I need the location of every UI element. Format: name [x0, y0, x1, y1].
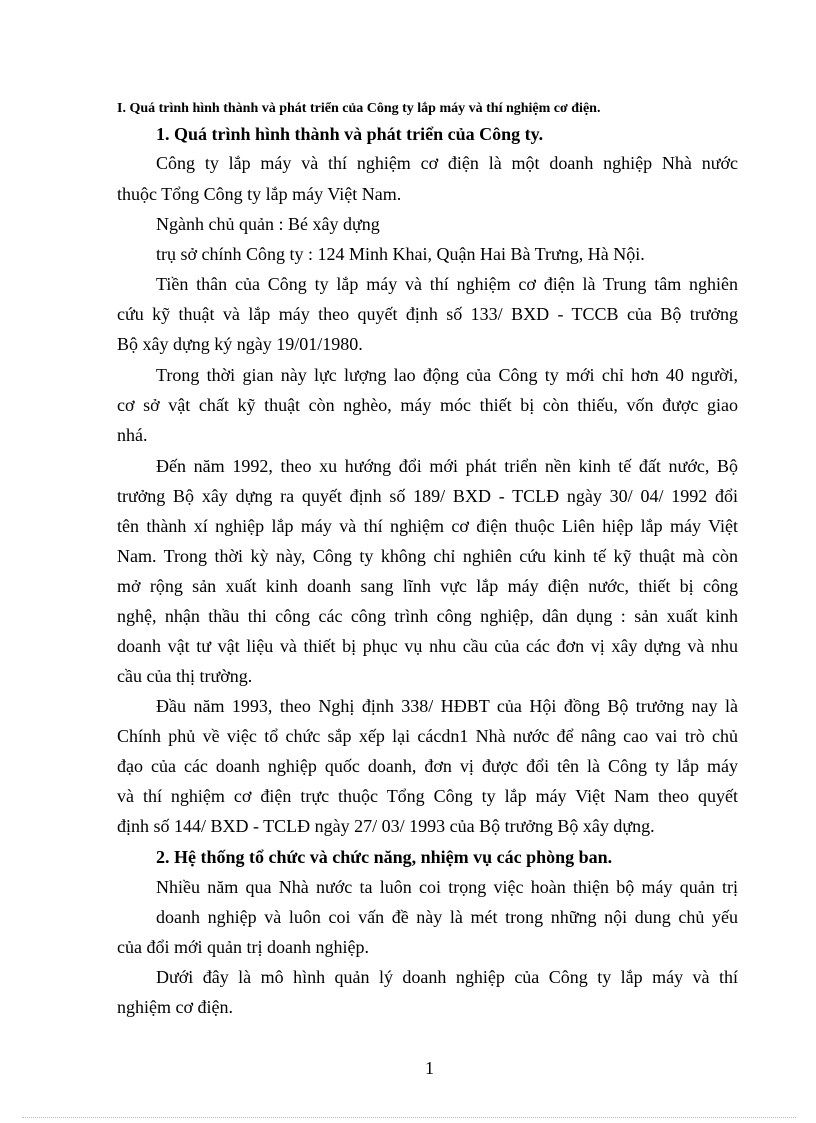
heading-1: 1. Quá trình hình thành và phát triển của Công ty. [156, 124, 544, 144]
page-number: 1 [425, 1058, 434, 1078]
paragraph-line: Bộ xây dựng ký ngày 19/01/1980. [117, 334, 363, 354]
paragraph-line: mở rộng sản xuất kinh doanh sang lĩnh vực lắp máy điện nước, thiết bị công [117, 576, 738, 596]
section-title: I. Quá trình hình thành và phát triển của Công ty lắp máy và thí nghiệm cơ điện. [117, 101, 601, 116]
paragraph-line: nghệ, nhận thầu thi công các công trình công nghiệp, dân dụng : sản xuất kinh [117, 606, 738, 626]
paragraph-line: Nam. Trong thời kỳ này, Công ty không chỉ nghiên cứu kinh tế kỹ thuật mà còn [117, 546, 738, 566]
paragraph-line: trụ sở chính Công ty : 124 Minh Khai, Quận Hai Bà Trưng, Hà Nội. [156, 244, 645, 264]
paragraph-line: Dưới đây là mô hình quản lý doanh nghiệp của Công ty lắp máy và thí [156, 967, 738, 987]
paragraph-line: Nhiều năm qua Nhà nước ta luôn coi trọng việc hoàn thiện bộ máy quản trị [156, 877, 738, 897]
paragraph-line: đạo của các doanh nghiệp quốc doanh, đơn vị được đổi tên là Công ty lắp máy [117, 756, 738, 776]
paragraph-line: Công ty lắp máy và thí nghiệm cơ điện là một doanh nghiệp Nhà nước [156, 153, 738, 173]
heading-2: 2. Hệ thống tổ chức và chức năng, nhiệm vụ các phòng ban. [156, 847, 613, 867]
paragraph-line: Tiền thân của Công ty lắp máy và thí nghiệm cơ điện là Trung tâm nghiên [156, 274, 738, 294]
paragraph-line: nghiệm cơ điện. [117, 997, 233, 1017]
paragraph-line: của đổi mới quản trị doanh nghiệp. [117, 937, 369, 957]
paragraph-line: cầu của thị trường. [117, 666, 253, 686]
paragraph-line: định số 144/ BXD - TCLĐ ngày 27/ 03/ 1993 của Bộ trưởng Bộ xây dựng. [117, 816, 655, 836]
paragraph-line: Đầu năm 1993, theo Nghị định 338/ HĐBT của Hội đồng Bộ trưởng nay là [156, 696, 738, 716]
paragraph-line: thuộc Tổng Công ty lắp máy Việt Nam. [117, 184, 402, 204]
paragraph-line: doanh nghiệp và luôn coi vấn đề này là mét trong những nội dung chủ yếu [156, 907, 738, 927]
paragraph-line: Ngành chủ quản : Bé xây dựng [156, 214, 380, 234]
paragraph-line: Chính phủ về việc tổ chức sắp xếp lại cácdn1 Nhà nước để nâng cao vai trò chủ [117, 726, 738, 746]
page-bottom-divider [22, 1117, 796, 1118]
paragraph-line: nhá. [117, 425, 148, 445]
paragraph-line: cơ sở vật chất kỹ thuật còn nghèo, máy móc thiết bị còn thiếu, vốn được giao [117, 395, 738, 415]
paragraph-line: doanh vật tư vật liệu và thiết bị phục vụ nhu cầu của các đơn vị xây dựng và nhu [117, 636, 738, 656]
paragraph-line: Đến năm 1992, theo xu hướng đổi mới phát triển nền kinh tế đất nước, Bộ [156, 456, 738, 476]
paragraph-line: tên thành xí nghiệp lắp máy và thí nghiệm cơ điện thuộc Liên hiệp lắp máy Việt [117, 516, 738, 536]
paragraph-line: cứu kỹ thuật và lắp máy theo quyết định số 133/ BXD - TCCB của Bộ trưởng [117, 304, 738, 324]
paragraph-line: và thí nghiệm cơ điện trực thuộc Tổng Công ty lắp máy Việt Nam theo quyết [117, 786, 738, 806]
paragraph-line: trưởng Bộ xây dựng ra quyết định số 189/ BXD - TCLĐ ngày 30/ 04/ 1992 đổi [117, 486, 738, 506]
paragraph-line: Trong thời gian này lực lượng lao động của Công ty mới chỉ hơn 40 người, [156, 365, 738, 385]
